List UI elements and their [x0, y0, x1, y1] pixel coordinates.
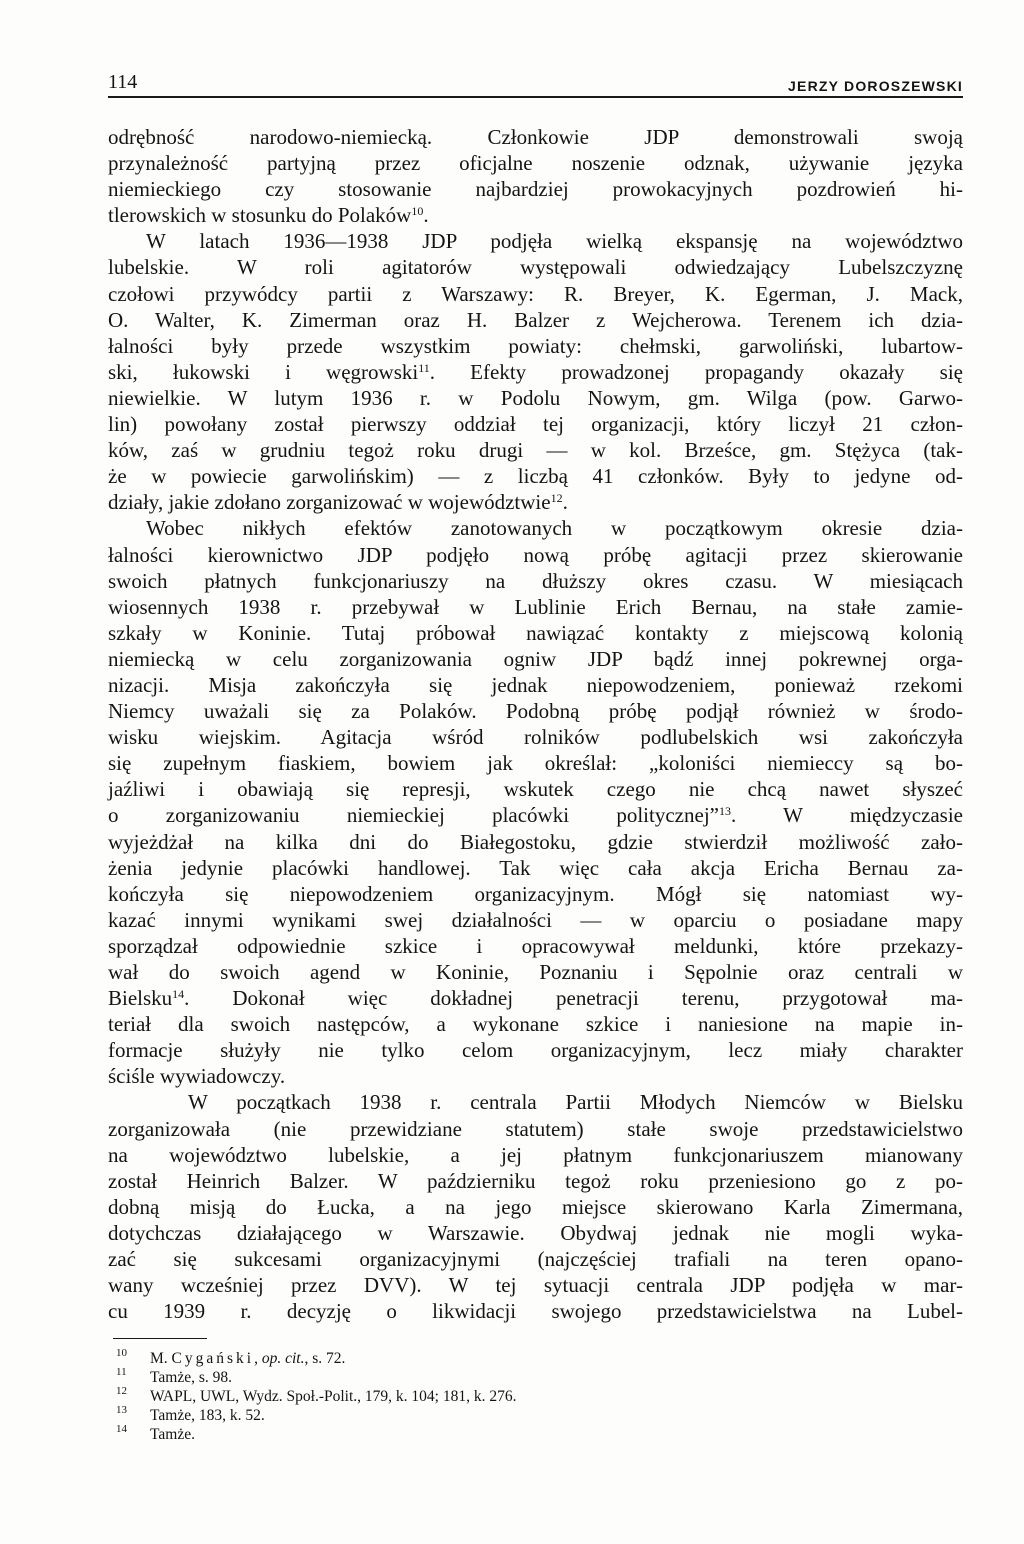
line-text: odrębność narodowo-niemiecką. Członkowie JDP demonstrowali swoją: [108, 125, 963, 149]
footnote-text: [150, 1406, 265, 1425]
text-line: [108, 411, 963, 437]
line-text: ściśle wywiadowczy.: [108, 1064, 286, 1089]
line-text: wany wcześniej przez DVV). W tej sytuacji centrala JDP podjęła w mar-: [108, 1273, 963, 1298]
line-text: czołowi przywódcy partii z Warszawy: R. Breyer, K. Egerman, J. Mack,: [108, 281, 963, 306]
footnote: [108, 1387, 963, 1406]
line-text: cu 1939 r. decyzję o likwidacji swojego przedstawicielstwa na Lubel-: [108, 1299, 963, 1324]
line-text: jaźliwi i obawiają się represji, wskutek czego nie chcą nawet słyszeć: [108, 777, 963, 802]
footnote-number-text: 12: [116, 1385, 127, 1398]
line-text: zać się sukcesami organizacyjnymi (najczęściej trafiali na teren opano-: [108, 1247, 963, 1272]
line-text: wyjeżdżał na kilka dni do Białegostoku, gdzie stwierdził możliwość zało-: [108, 829, 963, 854]
text-line: [108, 1194, 963, 1220]
text-line: [108, 698, 963, 724]
footnote-text-part: , s. 72.: [304, 1350, 346, 1368]
text-line: [108, 594, 963, 620]
line-text: łalności były przede wszystkim powiaty: chełmski, garwoliński, lubartow-: [108, 333, 963, 358]
footnote-text: [150, 1425, 195, 1444]
footnote-ref[interactable]: 11: [418, 360, 430, 375]
footnote: [108, 1425, 963, 1444]
footnote: [108, 1406, 963, 1425]
text-line: [108, 933, 963, 959]
line-text: . W międzyczasie: [730, 803, 963, 828]
page-header: [108, 62, 963, 98]
line-text: łalności kierownictwo JDP podjęło nową próbę agitacji przez skierowanie: [108, 542, 963, 567]
text-line: [108, 1116, 963, 1142]
line-text: wisku wiejskim. Agitacja wśród rolników podlubelskich wsi zakończyła: [108, 725, 963, 750]
text-line: [108, 1298, 963, 1324]
line-text: lubelskie. W roli agitatorów występowali odwiedzający Lubelszczyznę: [108, 255, 963, 280]
footnote-ref[interactable]: 10: [411, 204, 424, 219]
line-text: niemiecką w celu zorganizowania ogniw JDP bądź innej pokrewnej orga-: [108, 646, 963, 671]
text-line: [108, 881, 963, 907]
book-page: [108, 62, 963, 1444]
footnote-text: [150, 1349, 345, 1368]
line-text: ków, zaś w grudniu tegoż roku drugi — w kol. Brześce, gm. Stężyca (tak-: [108, 438, 963, 463]
line-text: dotychczas działającego w Warszawie. Obydwaj jednak nie mogli wyka-: [108, 1220, 963, 1245]
text-line: [108, 515, 963, 541]
text-line: [108, 437, 963, 463]
text-line: [108, 542, 963, 568]
text-line: [108, 124, 963, 150]
footnote-text-part: WAPL, UWL, Wydz. Społ.-Polit., 179, k. 104; 181, k. 276.: [150, 1388, 517, 1406]
text-line: [108, 463, 963, 489]
text-line: [108, 1272, 963, 1298]
text-line: [108, 568, 963, 594]
line-text: lin) powołany został pierwszy oddział tej organizacji, który liczył 21 człon-: [108, 412, 963, 437]
line-text: sporządzał odpowiednie szkice i opracowywał meldunki, które przekazy-: [108, 933, 963, 958]
line-text: że w powiecie garwolińskim) — z liczbą 41 członków. Były to jedyne od-: [108, 464, 963, 489]
line-text: Bielsku: [108, 986, 173, 1011]
text-line: [108, 985, 963, 1011]
line-text: kończyła się niepowodzeniem organizacyjnym. Mógł się natomiast wy-: [108, 881, 963, 906]
footnote: [108, 1368, 963, 1387]
line-text: teriał dla swoich następców, a wykonane szkice i naniesione na mapie in-: [108, 1012, 963, 1037]
footnote-separator: [113, 1338, 207, 1339]
footnote-number-text: 13: [116, 1404, 127, 1417]
page-number: 114: [108, 71, 138, 93]
text-line: [108, 802, 963, 828]
text-line: [108, 489, 963, 515]
text-line: [108, 959, 963, 985]
footnote-text-part: Tamże, 183, k. 52.: [150, 1407, 265, 1425]
footnote-ref[interactable]: 14: [172, 987, 185, 1002]
line-text: . Efekty prowadzonej propagandy okazały się: [429, 359, 963, 384]
footnote-text-part: M.: [150, 1350, 172, 1368]
footnote-text: [150, 1368, 232, 1387]
line-text: przynależność partyjną przez oficjalne noszenie odznak, używanie języka: [108, 151, 963, 176]
text-line: [108, 254, 963, 280]
running-head: JERZY DOROSZEWSKI: [788, 78, 963, 94]
text-line: [108, 1011, 963, 1037]
text-line: [108, 307, 963, 333]
line-text: .: [562, 490, 568, 515]
text-line: [108, 1063, 963, 1089]
footnote-number-text: 11: [116, 1366, 127, 1379]
text-line: [108, 646, 963, 672]
footnote-text-part: Tamże, s. 98.: [150, 1369, 232, 1387]
line-text: formacje służyły nie tylko celom organizacyjnym, lecz miały charakter: [108, 1038, 963, 1063]
footnote-text-part: ,: [254, 1350, 262, 1368]
line-text: Niemcy uważali się za Polaków. Podobną próbę podjął również w środo-: [108, 699, 963, 724]
text-line: [108, 907, 963, 933]
text-line: [108, 202, 963, 228]
footnote-ref[interactable]: 12: [550, 491, 563, 506]
line-text: żenia jedynie placówki handlowej. Tak więc cała akcja Ericha Bernau za-: [108, 855, 963, 880]
footnote-text-part: Cygański: [171, 1350, 255, 1368]
line-text: o zorganizowaniu niemieckiej placówki politycznej”: [108, 803, 719, 828]
footnotes: [108, 1349, 963, 1444]
footnote-number: [116, 1425, 150, 1444]
line-text: się zupełnym fiaskiem, bowiem jak określał: „koloniści niemieccy są bo-: [108, 751, 963, 776]
line-text: wiosennych 1938 r. przebywał w Lublinie Erich Bernau, na stałe zamie-: [108, 594, 963, 619]
line-text: szkały w Koninie. Tutaj próbował nawiązać kontakty z miejscową kolonią: [108, 620, 963, 645]
line-text: .: [423, 203, 429, 228]
text-line: [108, 228, 963, 254]
line-text: dobną misją do Łucka, a na jego miejsce skierowano Karla Zimermana,: [108, 1194, 963, 1219]
line-text: tlerowskich w stosunku do Polaków: [108, 203, 412, 228]
footnote-text: [150, 1387, 516, 1406]
line-text: działy, jakie zdołano zorganizować w województwie: [108, 490, 551, 515]
line-text: nizacji. Misja zakończyła się jednak niepowodzeniem, ponieważ rzekomi: [108, 672, 963, 697]
line-text: W początkach 1938 r. centrala Partii Młodych Niemców w Bielsku: [188, 1090, 963, 1115]
line-text: kazać innymi wynikami swej działalności — w oparciu o posiadane mapy: [108, 907, 963, 932]
text-line: [108, 150, 963, 176]
line-text: W latach 1936—1938 JDP podjęła wielką ekspansję na województwo: [146, 229, 963, 254]
text-line: [108, 855, 963, 881]
text-line: [108, 672, 963, 698]
text-line: [108, 281, 963, 307]
line-text: został Heinrich Balzer. W październiku tegoż roku przeniesiono go z po-: [108, 1168, 963, 1193]
text-line: [108, 1142, 963, 1168]
text-line: [108, 1037, 963, 1063]
text-line: [108, 776, 963, 802]
text-line: [108, 1089, 963, 1115]
line-text: na województwo lubelskie, a jej płatnym funkcjonariuszem mianowany: [108, 1142, 963, 1167]
line-text: . Dokonał więc dokładnej penetracji terenu, przygotował ma-: [184, 986, 963, 1011]
footnote: [108, 1349, 963, 1368]
text-line: [108, 724, 963, 750]
line-text: wał do swoich agend w Koninie, Poznaniu i Sępolnie oraz centrali w: [108, 960, 963, 984]
line-text: niemieckiego czy stosowanie najbardziej prowokacyjnych pozdrowień hi-: [108, 177, 963, 202]
text-line: [108, 620, 963, 646]
line-text: ski, łukowski i węgrowski: [108, 359, 419, 384]
text-line: [108, 176, 963, 202]
footnote-text-part: op. cit.: [261, 1350, 305, 1368]
text-line: [108, 333, 963, 359]
text-line: [108, 1220, 963, 1246]
footnote-ref[interactable]: 13: [718, 804, 731, 819]
line-text: swoich płatnych funkcjonariuszy na dłuższy okres czasu. W miesiącach: [108, 568, 963, 593]
text-line: [108, 1168, 963, 1194]
text-line: [108, 750, 963, 776]
footnote-number-text: 10: [116, 1347, 127, 1360]
footnote-number-text: 14: [116, 1423, 127, 1436]
body-text: [108, 124, 963, 1324]
text-line: [108, 1246, 963, 1272]
text-line: [108, 359, 963, 385]
footnote-text-part: Tamże.: [150, 1426, 195, 1444]
text-line: [108, 385, 963, 411]
line-text: niewielkie. W lutym 1936 r. w Podolu Nowym, gm. Wilga (pow. Garwo-: [108, 385, 963, 410]
line-text: O. Walter, K. Zimerman oraz H. Balzer z Wejcherowa. Terenem ich dzia-: [108, 307, 963, 332]
line-text: zorganizowała (nie przewidziane statutem) stałe swoje przedstawicielstwo: [108, 1116, 963, 1141]
line-text: Wobec nikłych efektów zanotowanych w początkowym okresie dzia-: [146, 516, 963, 541]
text-line: [108, 829, 963, 855]
